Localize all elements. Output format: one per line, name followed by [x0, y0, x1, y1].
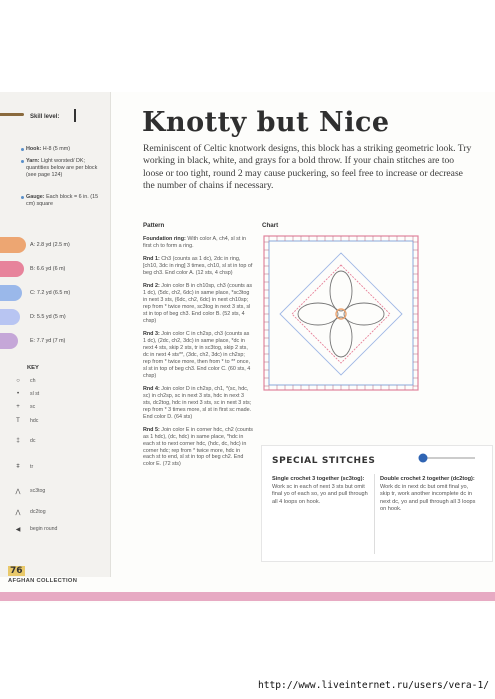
key-label: sl st [30, 391, 40, 397]
special-stitch-sc3tog [272, 476, 370, 506]
key-title: KEY [27, 365, 39, 371]
treble-crochet-icon: ǂ [16, 464, 20, 470]
key-row [8, 418, 98, 430]
pattern-heading: Pattern [143, 222, 165, 229]
yarn-label: A: 2.8 yd (2.5 m) [30, 242, 70, 248]
pattern-text [143, 236, 253, 475]
crochet-chart [260, 233, 425, 393]
key-label: hdc [30, 418, 39, 424]
pattern-round [143, 236, 253, 250]
key-label: ch [30, 378, 36, 384]
special-stitches-title: SPECIAL STITCHES [272, 456, 376, 466]
key-row [8, 404, 98, 416]
special-divider [374, 474, 375, 554]
pattern-round [143, 386, 253, 421]
slip-stitch-icon: • [16, 391, 20, 397]
single-crochet-icon: + [16, 404, 20, 410]
special-stitch-text: Work sc in each of next 3 sts but omit final yo of each so, yo and pull through all 4 loops on hook. [272, 483, 368, 505]
yarn-label: D: 5.5 yd (5 m) [30, 314, 66, 320]
round-text: Join color C in ch2sp, ch3 (counts as 1 dc), (2dc, ch2, 3dc) in same place, *dc in next 4 sts, skip 2 sts, tr in sc3tog, skip 2 sts, dc in next 4 sts**, (3dc, ch2, 3dc) in ch2sp; rep from * twice more, then from * to ** once, sl st in top of beg ch3. End color C. (60 sts, 4 chsp) [143, 331, 251, 379]
special-stitch-dc2tog [380, 476, 478, 514]
round-name: Rnd 2: [143, 283, 160, 290]
pattern-round [143, 256, 253, 277]
yarn-swatch [0, 309, 20, 325]
chart-petal-top [330, 271, 352, 311]
yarn-info [26, 158, 104, 179]
yarn-label: C: 7.2 yd (6.5 m) [30, 290, 71, 296]
chart-foundation-ring [336, 309, 346, 319]
special-stitch-heading: Single crochet 3 together (sc3tog): [272, 476, 365, 482]
round-name: Rnd 5: [143, 426, 160, 433]
special-stitches-box [261, 445, 493, 562]
bullet-icon [21, 148, 24, 151]
round-name: Rnd 3: [143, 331, 160, 338]
key-label: tr [30, 464, 34, 470]
round-text: Join color E in corner hdc, ch2 (counts as 1 hdc), (dc, hdc) in same place, *hdc in each st to next corner hdc, (hdc, dc, hdc) in corner hdc; rep from * twice more, hdc in each st to end, sl st in top of beg ch2. End color E. (72 sts) [143, 426, 253, 468]
key-row [8, 526, 98, 538]
page-title: Knotty but Nice [142, 107, 390, 138]
round-text: Ch3 (counts as 1 dc), 2dc in ring, [ch10, 3dc in ring] 3 times, ch10, sl st in top of beg ch3. End color A. (12 sts, 4 chsp) [143, 256, 253, 277]
gauge-label: Gauge: [26, 194, 45, 200]
gauge-info [26, 194, 104, 208]
round-text: Join color D in ch2sp, ch1, *(sc, hdc, sc) in ch2sp, sc in next 3 sts, hdc in next 3 sts, dc2tog, hdc in next 3 sts, sc in next 3 sts; rep from * 3 times more, sl st in first sc made. End color D. (64 sts) [143, 385, 252, 420]
key-label: sc3tog [30, 488, 46, 494]
sc3tog-icon: ⋀ [15, 489, 21, 495]
page-number: 76 [10, 566, 23, 576]
round-text: With color A, ch4, sl st in first ch to form a ring. [143, 236, 247, 249]
chain-icon: ○ [16, 378, 20, 384]
key-label: dc2tog [30, 509, 46, 515]
key-row [8, 464, 98, 476]
hook-label: Hook: [26, 146, 42, 152]
chart-stitch-ticks [264, 236, 418, 390]
round-name: Foundation ring: [143, 236, 186, 242]
yarn-value: Light worsted/ DK; quantities below are per block (see page 124) [26, 158, 98, 178]
hook-info [26, 146, 104, 153]
collection-name: AFGHAN COLLECTION [8, 578, 78, 584]
key-row [8, 391, 98, 403]
pattern-round [143, 283, 253, 324]
chart-diagram [260, 233, 425, 393]
yarn-swatch [0, 237, 26, 253]
chart-round-2 [292, 265, 390, 363]
yarn-swatch [0, 285, 22, 301]
hook-icon [0, 113, 24, 116]
double-crochet-icon: ‡ [16, 438, 20, 444]
pin-icon [417, 452, 477, 464]
bullet-icon [21, 196, 24, 199]
round-name: Rnd 4: [143, 385, 160, 392]
begin-round-icon: ◀ [15, 527, 21, 533]
key-row [8, 438, 98, 450]
skill-level-bar [74, 109, 76, 122]
special-stitch-heading: Double crochet 2 together (dc2tog): [380, 476, 475, 482]
pattern-round [143, 427, 253, 468]
bullet-icon [21, 160, 24, 163]
footer-band [0, 592, 495, 601]
chart-outer-round [264, 236, 418, 390]
hook-value: H-8 (5 mm) [42, 146, 71, 152]
key-label: sc [30, 404, 36, 410]
intro-text: Reminiscent of Celtic knotwork designs, this block has a striking geometric look. Try working in black, white, and grays for a bold throw. If your chain stitches are too loose or too tight, round 2 may cause puckering, so feel free to increase or decrease the number of chains if necessary. [143, 143, 472, 192]
key-label: begin round [30, 526, 58, 532]
key-label: dc [30, 438, 36, 444]
pattern-round [143, 331, 253, 379]
key-row [8, 488, 98, 500]
round-text: Join color B in ch10sp, ch3 (counts as 1 dc), (5dc, ch2, 6dc) in same place, *sc3tog in next 3 sts, (6dc, ch2, 6dc) in next ch10sp; rep from * twice more, sc3tog in next 3 sts, sl st in top of beg ch3. End color B. (52 sts, 4 chsp) [143, 283, 253, 324]
chart-petal-right [344, 303, 384, 325]
source-url: http://www.liveinternet.ru/users/vera-1/ [257, 680, 489, 691]
yarn-label: Yarn: [26, 158, 40, 164]
chart-heading: Chart [262, 222, 279, 229]
yarn-label: E: 7.7 yd (7 m) [30, 338, 66, 344]
yarn-swatch [0, 333, 18, 349]
dc2tog-icon: ⋀ [15, 510, 21, 516]
round-name: Rnd 1: [143, 256, 160, 263]
chart-petal-bottom [330, 317, 352, 357]
special-stitch-text: Work dc in next dc but omit final yo, skip tr, work another incomplete dc in next dc, yo and pull through all 3 loops on hook. [380, 483, 476, 513]
gauge-value: Each block = 6 in. (15 cm) square [26, 194, 99, 207]
chart-inner-rounds [280, 253, 402, 375]
sidebar-divider [110, 92, 111, 577]
chart-petal-left [298, 303, 338, 325]
skill-level-label: Skill level: [30, 114, 60, 120]
key-row [8, 509, 98, 521]
half-double-crochet-icon: T [16, 418, 20, 424]
key-row [8, 378, 98, 390]
yarn-label: B: 6.6 yd (6 m) [30, 266, 66, 272]
yarn-swatch [0, 261, 24, 277]
